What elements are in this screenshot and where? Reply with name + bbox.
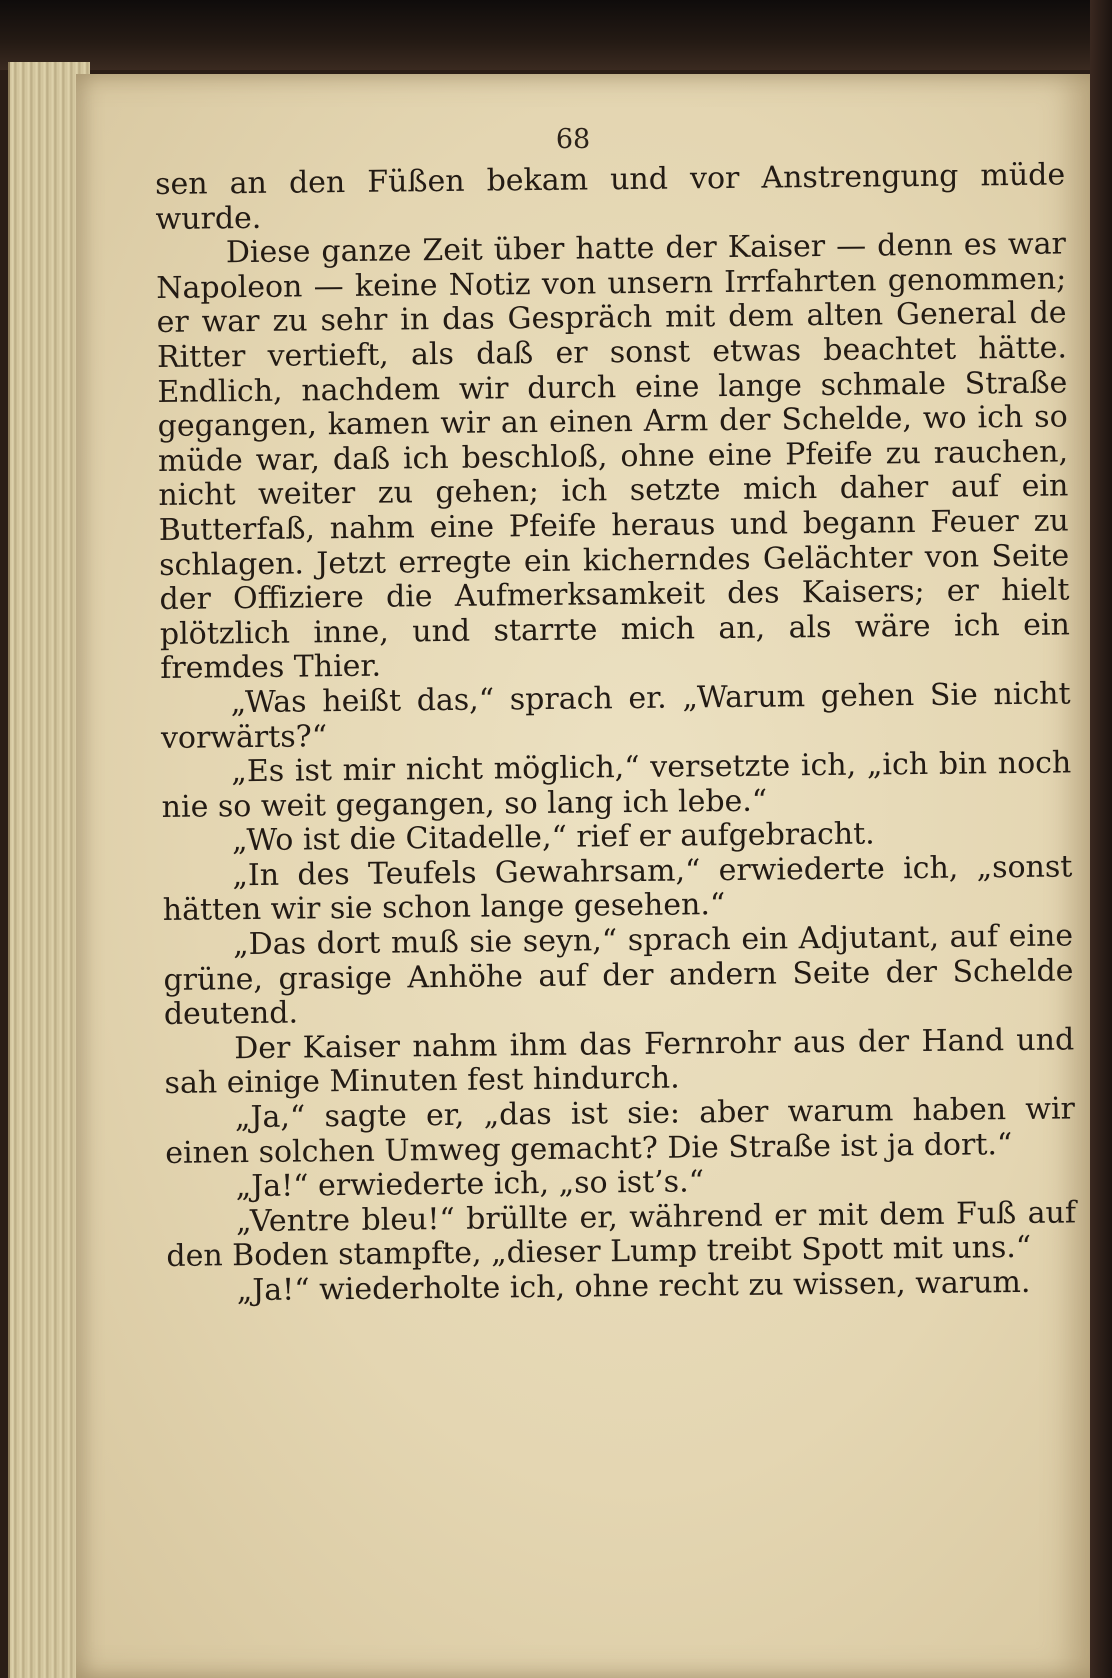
paragraph-6: „In des Teufels Gewahrsam,“ erwiederte ich, „sonst hätten wir sie schon lange gesehen.“	[162, 849, 1073, 929]
paragraph-7: „Das dort muß sie seyn,“ sprach ein Adjutant, auf eine grüne, grasige Anhöhe auf der andern Seite der Schelde deutend.	[163, 918, 1074, 1033]
paragraph-4: „Es ist mir nicht möglich,“ versetzte ich, „ich bin noch nie so weit gegangen, so lang ich lebe.“	[161, 745, 1072, 825]
paragraph-1: sen an den Füßen bekam und vor Anstrengung müde wurde.	[154, 157, 1066, 237]
paragraph-5: „Wo ist die Citadelle,“ rief er aufgebracht.	[231, 816, 875, 859]
page-body-text	[155, 158, 1077, 1309]
paragraph-3: „Was heißt das,“ sprach er. „Warum gehen Sie nicht vorwärts?“	[160, 676, 1071, 756]
paragraph-9: „Ja,“ sagte er, „das ist sie: aber warum haben wir einen solchen Umweg gemacht? Die Straße ist ja dort.“	[165, 1091, 1076, 1171]
page-number: 68	[555, 124, 591, 155]
paragraph-2: Diese ganze Zeit über hatte der Kaiser — denn es war Napoleon — keine Notiz von unsern Irrfahrten genommen; er war zu sehr in das Gespräch mit dem alten General de Ritter vertieft, als daß er sonst etwas beachtet hätte. Endlich, nachdem wir durch eine lange schmale Straße gegangen, kamen wir an einen Arm der Schelde, wo ich so müde war, daß ich beschloß, ohne eine Pfeife zu rauchen, nicht weiter zu gehen; ich setzte mich daher auf ein Butterfaß, nahm eine Pfeife heraus und begann Feuer zu schlagen. Jetzt erregte ein kicherndes Gelächter von Seite der Offiziere die Aufmerksamkeit des Kaisers; er hielt plötzlich inne, und starrte mich an, als wäre ich ein fremdes Thier.	[156, 226, 1071, 687]
paragraph-10: „Ja!“ erwiederte ich, „so ist’s.“	[235, 1164, 705, 1205]
paragraph-11: „Ventre bleu!“ brüllte er, während er mit dem Fuß auf den Boden stampfte, „dieser Lump treibt Spott mit uns.“	[166, 1195, 1077, 1275]
paragraph-12: „Ja!“ wiederholte ich, ohne recht zu wissen, warum.	[236, 1264, 1031, 1309]
book-cover-top	[0, 0, 1112, 70]
paragraph-8: Der Kaiser nahm ihm das Fernrohr aus der Hand und sah einige Minuten fest hindurch.	[164, 1022, 1075, 1102]
book-cover-edge	[1090, 0, 1112, 1678]
